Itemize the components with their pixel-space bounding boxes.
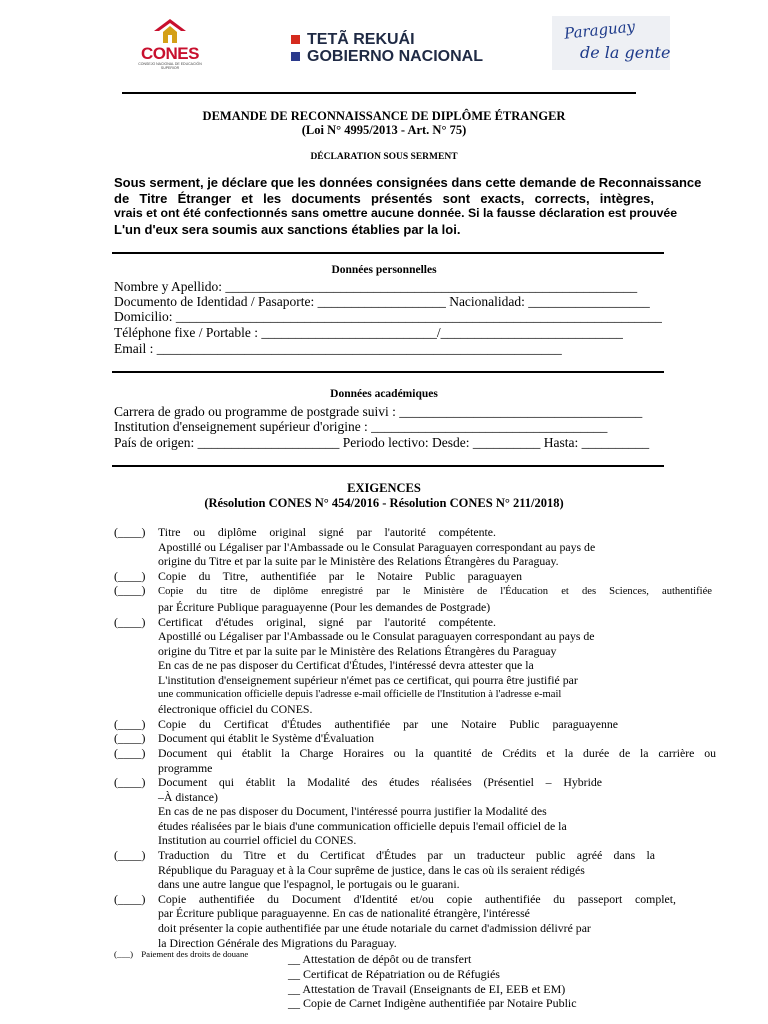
requirement-detail: origine du Titre et par la suite par le Ministère des Relations Étrangères du Paraguay	[158, 643, 557, 658]
requirement-detail: études réalisées par le biais d'une communication officielle depuis l'email officiel de la	[158, 818, 567, 833]
blue-square-icon	[291, 52, 300, 61]
oath-line: de Titre Étranger et les documents présentés sont exacts, corrects, intègres,	[114, 190, 654, 206]
id-passport-nationality-field[interactable]: Documento de Identidad / Pasaporte: ___________________ Nacionalidad: __________________	[114, 294, 650, 309]
requirement-checkbox[interactable]: (____)	[114, 716, 146, 731]
country-period-field[interactable]: País de origen: _____________________ Periodo lectivo: Desde: __________ Hasta: __________	[114, 435, 650, 450]
requirement-text: Document qui établit la Charge Horaires ou la quantité de Crédits et la durée de la carrière ou	[158, 745, 716, 760]
oath-line: Sous serment, je déclare que les données consignées dans cette demande de Reconnaissance	[114, 175, 702, 190]
requirement-detail: dans une autre langue que l'espagnol, le portugais ou le guarani.	[158, 877, 460, 892]
oath-paragraph	[114, 175, 702, 237]
requirements-list	[114, 525, 714, 950]
requirement-detail: la Direction Générale des Migrations du Paraguay.	[158, 935, 397, 950]
fee-option[interactable]: __ Attestation de Travail (Enseignants de EI, EEB et EM)	[288, 981, 566, 996]
section-divider	[112, 371, 664, 373]
requirement-text: Copie du titre de diplôme enregistré par le Ministère de l'Éducation et des Sciences, authentifiée	[158, 586, 712, 598]
requirement-detail: électronique officiel du CONES.	[158, 702, 313, 717]
requirement-checkbox[interactable]: (____)	[114, 568, 146, 583]
header-divider	[122, 92, 636, 94]
email-field[interactable]: Email : ____________________________________________________________	[114, 341, 562, 356]
requirement-detail: Apostillé ou Légaliser par l'Ambassade ou le Consulat Paraguayen correspondant au pays de	[158, 539, 596, 554]
requirement-detail: doit présenter la copie authentifiée par une étude notariale du carnet d'admission délivré par	[158, 921, 591, 936]
section-divider	[112, 252, 664, 254]
requirement-item	[114, 848, 714, 863]
phone-field[interactable]: Téléphone fixe / Portable : __________________________/___________________________	[114, 325, 623, 340]
fee-option[interactable]: __ Certificat de Répatriation ou de Réfugiés	[288, 966, 500, 981]
requirement-item	[114, 615, 714, 630]
requirement-item	[114, 525, 714, 540]
requirement-detail: En cas de ne pas disposer du Certificat d'Études, l'intéressé devra attester que la	[158, 658, 534, 673]
requirement-detail: L'institution d'enseignement supérieur n'émet pas ce certificat, qui pourra être justifié par	[158, 672, 578, 687]
gobierno-nacional-logo	[291, 31, 501, 65]
requirement-detail: –À distance)	[158, 789, 218, 804]
cones-emblem-icon	[153, 18, 187, 44]
paraguay-logo-line1: Paraguay	[563, 17, 636, 43]
paraguay-de-la-gente-logo	[552, 16, 670, 70]
institution-field[interactable]: Institution d'enseignement supérieur d'origine : ___________________________________	[114, 419, 608, 434]
requirement-text: Copie du Certificat d'Études authentifiée par une Notaire Public paraguayenne	[158, 716, 618, 731]
document-law-reference: (Loi N° 4995/2013 - Art. N° 75)	[301, 123, 467, 137]
requirement-text: Traduction du Titre et du Certificat d'Études par un traducteur public agréé dans la	[158, 848, 655, 863]
requirement-text: Titre ou diplôme original signé par l'autorité compétente.	[158, 525, 496, 539]
paraguay-logo-line2: de la gente	[580, 43, 671, 62]
program-field[interactable]: Carrera de grado ou programme de postgrade suivi : ____________________________________	[114, 404, 643, 419]
address-field[interactable]: Domicilio: ________________________________________________________________________	[114, 309, 662, 324]
cones-logo-subtext: CONSEJO NACIONAL DE EDUCACIÓN SUPERIOR	[138, 62, 202, 70]
requirement-item	[114, 746, 714, 761]
requirement-item	[114, 731, 714, 746]
cones-logo-text: CONES	[141, 44, 199, 63]
requirement-text: Document qui établit le Système d'Évaluation	[158, 731, 375, 746]
requirement-detail: République du Paraguay et à la Cour suprême de justice, dans le cas où ils seraient rédigés	[158, 862, 585, 877]
gov-logo-line1: TETÃ REKUÁI	[307, 31, 415, 48]
requirement-detail: Apostillé ou Légaliser par l'Ambassade ou le Consulat paraguayen correspondant au pays de	[158, 629, 595, 644]
oath-line: L'un d'eux sera soumis aux sanctions établies par la loi.	[114, 221, 461, 237]
requirement-item	[114, 569, 714, 584]
declaration-subtitle: DÉCLARATION SOUS SERMENT	[310, 152, 458, 162]
requirement-text: Copie authentifiée du Document d'Identité et/ou copie authentifiée du passeport complet,	[158, 891, 676, 906]
requirement-detail: Institution au courriel officiel du CONES.	[158, 833, 357, 848]
requirement-detail: origine du Titre et par la suite par le Ministère des Relations Étrangères du Paraguay.	[158, 554, 559, 569]
requirement-item	[114, 892, 714, 907]
requirement-text: Document qui établit la Modalité des études réalisées (Présentiel – Hybride	[158, 775, 602, 790]
requirement-checkbox[interactable]: (____)	[114, 525, 146, 539]
gov-logo-line2: GOBIERNO NACIONAL	[307, 48, 483, 65]
requirement-detail: par Écriture publique paraguayenne. En cas de nationalité étrangère, l'intéressé	[158, 906, 530, 921]
requirements-resolution: (Résolution CONES N° 454/2016 - Résolution CONES N° 211/2018)	[204, 496, 564, 510]
requirement-item	[114, 583, 714, 600]
requirement-checkbox[interactable]: (____)	[114, 848, 146, 863]
requirement-checkbox[interactable]: (____)	[114, 745, 146, 760]
section-divider	[112, 465, 664, 467]
name-field[interactable]: Nombre y Apellido: _____________________________________________________________	[114, 279, 638, 294]
requirement-item	[114, 717, 714, 732]
requirement-checkbox[interactable]: (____)	[114, 583, 146, 598]
requirement-item	[114, 775, 714, 790]
fee-payment-options	[288, 952, 577, 1011]
oath-line: vrais et ont été confectionnés sans omettre aucune donnée. Si la fausse déclaration est prouvée	[114, 206, 678, 220]
academic-data-heading: Données académiques	[330, 388, 438, 400]
fee-payment-label: Paiement des droits de douane	[141, 949, 249, 959]
requirement-detail: une communication officielle depuis l'adresse e-mail officielle de l'Institution à l'adresse e-mail	[158, 688, 562, 700]
fee-payment-item	[114, 949, 248, 960]
requirement-checkbox[interactable]: (____)	[114, 614, 146, 629]
fee-option[interactable]: __ Copie de Carnet Indigène authentifiée par Notaire Public	[288, 996, 577, 1011]
requirement-detail: En cas de ne pas disposer du Document, l'intéressé pourra justifier la Modalité des	[158, 804, 547, 819]
requirement-checkbox[interactable]: (____)	[114, 775, 146, 790]
requirement-detail: programme	[158, 760, 213, 775]
requirements-heading: EXIGENCES	[347, 481, 421, 495]
requirement-text: Certificat d'études original, signé par l'autorité compétente.	[158, 614, 496, 629]
fee-payment-checkbox[interactable]: (___)	[114, 949, 134, 959]
cones-logo	[136, 18, 204, 78]
requirement-detail: par Écriture Publique paraguayenne (Pour les demandes de Postgrade)	[158, 599, 491, 614]
red-square-icon	[291, 35, 300, 44]
requirement-checkbox[interactable]: (____)	[114, 731, 146, 746]
requirement-checkbox[interactable]: (____)	[114, 891, 146, 906]
fee-option[interactable]: __ Attestation de dépôt ou de transfert	[288, 952, 472, 966]
personal-data-heading: Données personnelles	[331, 264, 437, 276]
requirement-text: Copie du Titre, authentifiée par le Notaire Public paraguayen	[158, 568, 522, 583]
document-title: DEMANDE DE RECONNAISSANCE DE DIPLÔME ÉTRANGER	[202, 109, 566, 123]
